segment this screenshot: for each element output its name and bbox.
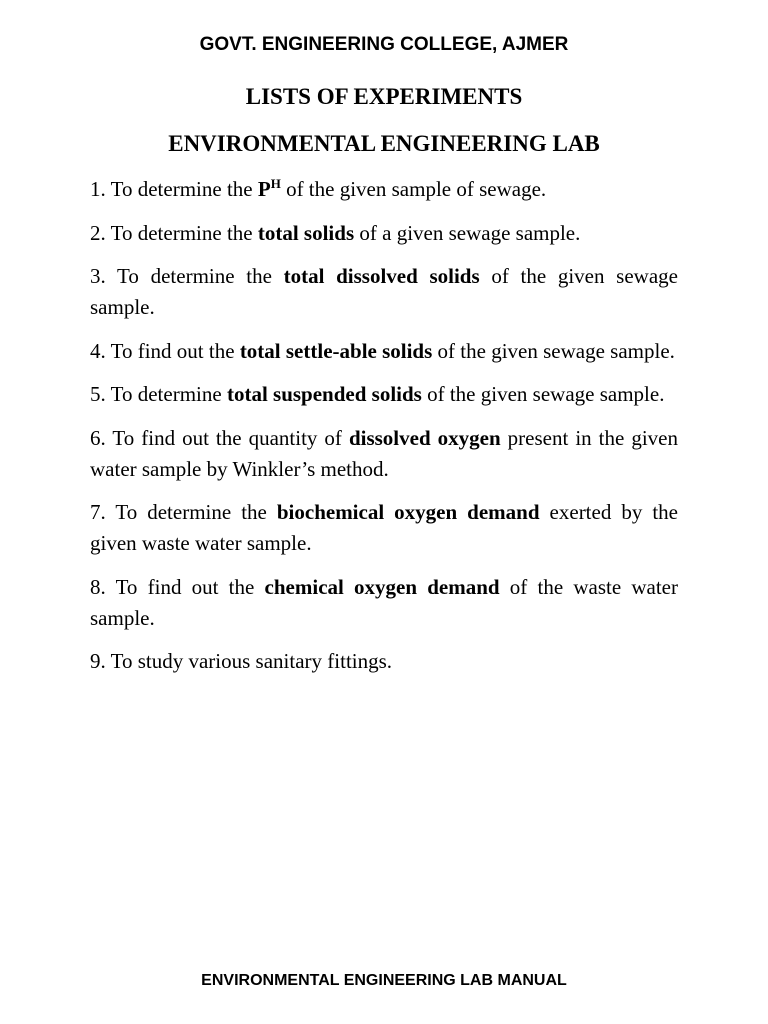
- item-text: 9. To study various sanitary fittings.: [90, 649, 393, 673]
- footer-manual-title: ENVIRONMENTAL ENGINEERING LAB MANUAL: [201, 972, 567, 989]
- lab-title: ENVIRONMENTAL ENGINEERING LAB: [168, 131, 600, 156]
- college-header: GOVT. ENGINEERING COLLEGE, AJMER: [199, 34, 569, 55]
- list-item: [90, 174, 678, 205]
- list-item: [90, 336, 678, 367]
- item-text: present in the given water sample by Winkler’s method.: [90, 425, 679, 481]
- item-bold: total suspended solids: [226, 382, 422, 406]
- item-bold: chemical oxygen demand: [264, 574, 500, 599]
- item-text: 1. To determine the: [90, 177, 258, 201]
- list-item: [90, 218, 678, 249]
- item-bold: dissolved oxygen: [348, 425, 501, 450]
- list-item: [90, 379, 678, 410]
- item-text: 6. To find out the quantity of: [90, 425, 349, 450]
- list-item: [90, 572, 678, 634]
- item-text: exerted by the given waste water sample.: [90, 500, 678, 555]
- item-text: of the waste water sample.: [90, 574, 678, 630]
- item-superscript: H: [270, 176, 281, 191]
- item-text: of the given sewage sample.: [432, 338, 675, 363]
- item-text: 5. To determine: [90, 382, 227, 406]
- item-text: 4. To find out the: [90, 338, 240, 363]
- item-bold: total settle-able solids: [239, 338, 433, 363]
- item-text: 2. To determine the: [90, 220, 258, 245]
- item-bold: total solids: [257, 220, 355, 245]
- item-text: of the given sewage sample.: [90, 264, 678, 319]
- item-text: 8. To find out the: [90, 574, 265, 599]
- item-text: 3. To determine the: [90, 264, 284, 288]
- item-bold: biochemical oxygen demand: [276, 500, 540, 524]
- list-item: [90, 497, 678, 559]
- list-item: [90, 261, 678, 323]
- item-text: of the given sewage sample.: [421, 382, 665, 406]
- item-text: of a given sewage sample.: [354, 220, 581, 245]
- experiment-list: [90, 174, 678, 690]
- item-bold: total dissolved solids: [283, 264, 480, 288]
- lists-title: LISTS OF EXPERIMENTS: [245, 84, 523, 109]
- item-text: of the given sample of sewage.: [280, 177, 547, 201]
- list-item: [90, 646, 678, 677]
- list-item: [90, 423, 678, 485]
- item-text: 7. To determine the: [90, 500, 277, 524]
- item-bold: P: [257, 177, 271, 201]
